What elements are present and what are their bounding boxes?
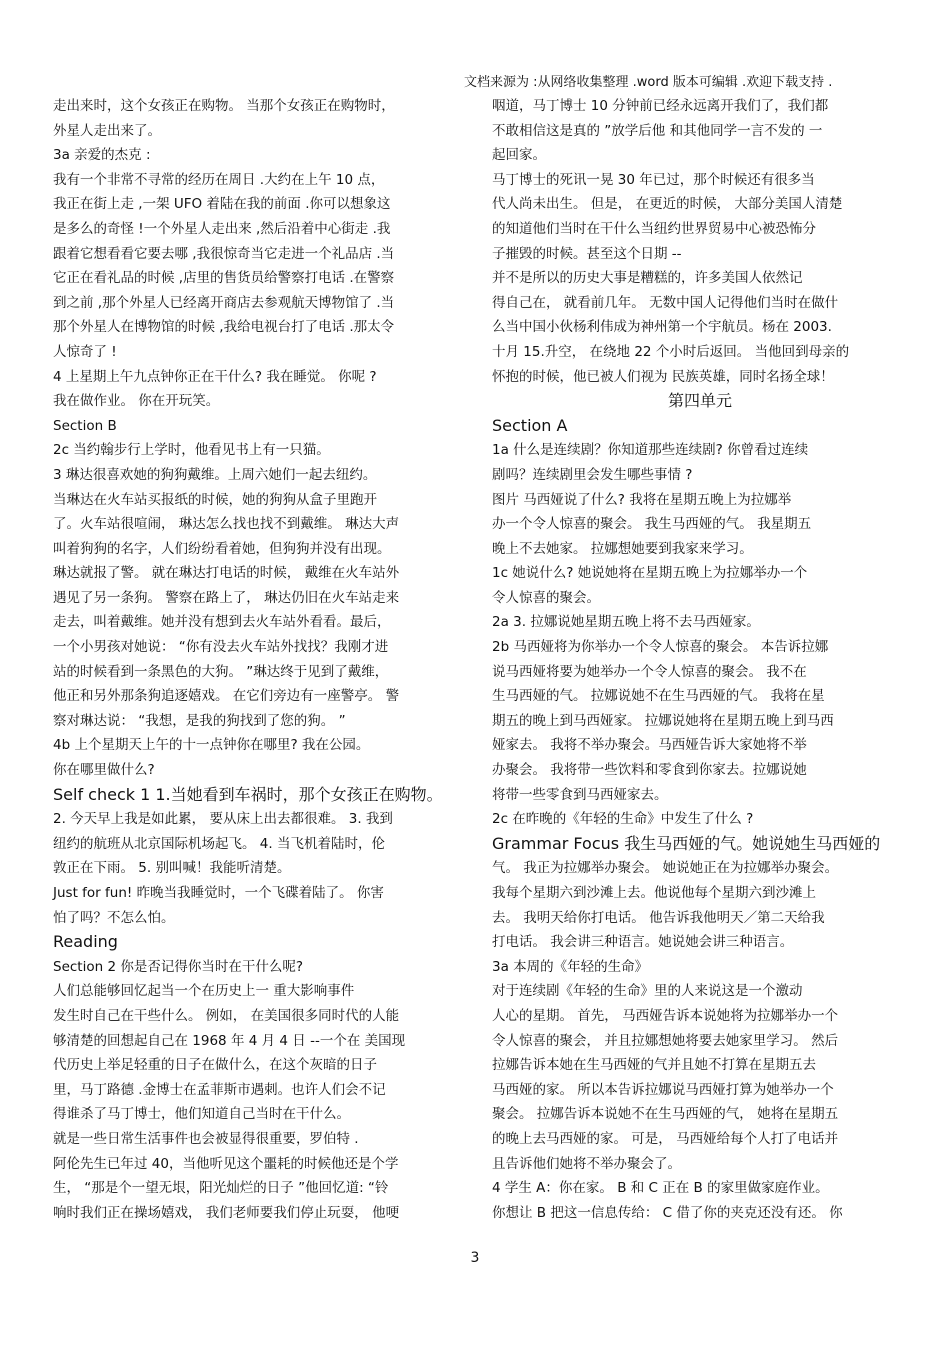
text-line: 那个外星人在博物馆的时候 ,我给电视台打了电话 .那太令 (53, 319, 395, 336)
text-line: 叫着狗狗的名字，人们纷纷看着她，但狗狗并没有出现。 (53, 540, 391, 557)
text-line: 响时我们正在操场嬉戏， 我们老师要我们停止玩耍， 他哽 (53, 1204, 400, 1221)
text-line: 走去，叫着戴维。她并没有想到去火车站外看看。最后， (53, 614, 391, 631)
text-line: 起回家。 (492, 147, 546, 164)
text-line: 期五的晚上到马西娅家。 拉娜说她将在星期五晚上到马西 (492, 712, 834, 729)
text-line: 我在做作业。 你在开玩笑。 (53, 393, 220, 410)
text-line: 十月 15.升空， 在绕地 22 个小时后返回。 当他回到母亲的 (492, 343, 850, 360)
text-line: 图片 马西娅说了什么? 我将在星期五晚上为拉娜举 (492, 491, 792, 508)
text-line: 遇见了另一条狗。 警察在路上了， 琳达仍旧在火车站走来 (53, 589, 400, 606)
text-line: 就是一些日常生活事件也会被显得很重要，罗伯特 . (53, 1130, 359, 1147)
text-line: 你想让 B 把这一信息传给： C 借了你的夹克还没有还。 你 (492, 1204, 843, 1221)
text-line: 2c 在昨晚的《年轻的生命》中发生了什么 ? (492, 811, 754, 828)
text-line: Just for fun! 昨晚当我睡觉时，一个飞碟着陆了。 你害 (53, 885, 384, 901)
text-line: 3a 本周的《年轻的生命》 (492, 958, 649, 975)
page-number: 3 (470, 1250, 480, 1266)
text-line: 气。 我正为拉娜举办聚会。 她说她正在为拉娜举办聚会。 (492, 860, 839, 877)
text-line: 他正和另外那条狗追逐嬉戏。 在它们旁边有一座警亭。 警 (53, 688, 400, 705)
text-line: 我每个星期六到沙滩上去。他说他每个星期六到沙滩上 (492, 885, 816, 901)
text-line: 第四单元 (667, 391, 732, 411)
text-line: 1a 什么是连续剧？你知道那些连续剧? 你曾看过连续 (492, 442, 809, 459)
text-line: 办聚会。 我将带一些饮料和零食到你家去。拉娜说她 (492, 762, 807, 779)
text-line: 得谁杀了马丁博士，他们知道自己当时在干什么。 (53, 1106, 350, 1123)
text-line: 怕了吗？不怎么怕。 (53, 909, 175, 926)
text-line: 打电话。 我会讲三种语言。她说她会讲三种语言。 (492, 934, 794, 951)
text-line: 人心的星期。 首先， 马西娅告诉本说她将为拉娜举办一个 (492, 1007, 839, 1024)
text-line: 它正在看礼品的时候 ,店里的售货员给警察打电话 .在警察 (53, 270, 395, 287)
text-line: 敦正在下雨。 5. 别叫喊！我能听清楚。 (53, 860, 291, 877)
text-line: 将带一些零食到马西娅家去。 (492, 786, 668, 803)
text-line: 3 琳达很喜欢她的狗狗戴维。上周六她们一起去纽约。 (53, 466, 377, 483)
text-line: 办一个令人惊喜的聚会。 我生马西娅的气。 我星期五 (492, 516, 812, 533)
text-line: 2b 马西娅将为你举办一个令人惊喜的聚会。 本告诉拉娜 (492, 639, 829, 656)
text-line: 的晚上去马西娅的家。 可是， 马西娅给每个人打了电话并 (492, 1130, 839, 1147)
text-line: 外星人走出来了。 (53, 122, 161, 139)
text-line: 到之前 ,那个外星人已经离开商店去参观航天博物馆了 .当 (53, 294, 395, 311)
text-line: 2a 3. 拉娜说她星期五晚上将不去马西娅家。 (492, 614, 760, 631)
text-line: 不敢相信这是真的 ”放学后他 和其他同学一言不发的 一 (492, 122, 823, 139)
text-line: 了。火车站很喧闹， 琳达怎么找也找不到戴维。 琳达大声 (53, 516, 400, 533)
text-line: 4 学生 A：你在家。 B 和 C 正在 B 的家里做家庭作业。 (492, 1180, 829, 1197)
text-line: 里，马丁路德 .金博士在孟菲斯市遇刺。也许人们会不记 (53, 1081, 386, 1098)
text-line: 一个小男孩对她说： “你有没去火车站外找找？我刚才进 (53, 639, 389, 656)
text-line: 阿伦先生已年过 40，当他听见这个噩耗的时候他还是个学 (53, 1155, 399, 1172)
text-line: 4 上星期上午九点钟你正在干什么? 我在睡觉。 你呢 ? (53, 368, 377, 385)
text-line: 走出来时，这个女孩正在购物。 当那个女孩正在购物时， (53, 98, 395, 114)
text-line: 生， “那是个一望无垠，阳光灿烂的日子 ”他回忆道: “铃 (53, 1180, 389, 1197)
text-line: 纽约的航班从北京国际机场起飞。 4. 当飞机着陆时，伦 (53, 835, 385, 852)
text-line: 去。 我明天给你打电话。 他告诉我他明天／第二天给我 (492, 909, 825, 926)
text-line: 子摧毁的时候。甚至这个日期 -- (492, 245, 682, 262)
text-line: 是多么的奇怪 !一个外星人走出来 ,然后沿着中心街走 .我 (53, 220, 391, 237)
text-line: 晚上不去她家。 拉娜想她要到我家来学习。 (492, 540, 753, 557)
text-line: 人惊奇了 ! (53, 343, 117, 360)
text-line: 我有一个非常不寻常的经历在周日 .大约在上午 10 点， (53, 171, 385, 188)
header-source-note: 文档来源为 :从网络收集整理 .word 版本可编辑 .欢迎下载支持 . (464, 75, 833, 90)
text-line: 你在哪里做什么? (53, 762, 155, 779)
text-line: Section B (53, 417, 117, 434)
text-line: 代历史上举足轻重的日子在做什么，在这个灰暗的日子 (53, 1057, 377, 1074)
text-line: Grammar Focus 我生马西娅的气。她说她生马西娅的 (492, 833, 881, 853)
text-line: 3a 亲爱的杰克 : (53, 147, 151, 164)
text-line: 且告诉他们她将不举办聚会了。 (492, 1155, 681, 1172)
text-line: Self check 1 1.当她看到车祸时，那个女孩正在购物。 (53, 784, 443, 804)
text-line: 发生时自己在干些什么。 例如， 在美国很多同时代的人能 (53, 1007, 400, 1024)
text-line: 4b 上个星期天上午的十一点钟你在哪里? 我在公园。 (53, 737, 370, 754)
left-column (53, 94, 469, 1225)
text-line: 得自己在， 就看前几年。 无数中国人记得他们当时在做什 (492, 294, 839, 311)
text-line: 对于连续剧《年轻的生命》里的人来说这是一个激动 (492, 983, 803, 1000)
text-line: 马西娅的家。 所以本告诉拉娜说马西娅打算为她举办一个 (492, 1081, 834, 1098)
text-line: 人们总能够回忆起当一个在历史上一 重大影响事件 (53, 983, 355, 1000)
text-line: 察对琳达说： “我想，是我的狗找到了您的狗。 ” (53, 712, 346, 729)
text-line: 令人惊喜的聚会， 并且拉娜想她将要去她家里学习。 然后 (492, 1032, 839, 1049)
text-line: 代人尚未出生。 但是， 在更近的时候， 大部分美国人清楚 (492, 196, 843, 213)
text-line: 说马西娅将要为她举办一个令人惊喜的聚会。 我不在 (492, 663, 807, 680)
text-line: 聚会。 拉娜告诉本说她不在生马西娅的气， 她将在星期五 (492, 1106, 839, 1123)
text-line: Section A (492, 415, 568, 435)
text-line: Reading (53, 932, 118, 952)
text-line: 琳达就报了警。 就在琳达打电话的时候， 戴维在火车站外 (53, 565, 400, 582)
text-line: 2c 当约翰步行上学时，他看见书上有一只猫。 (53, 442, 330, 459)
right-column (492, 94, 908, 1225)
text-line: 1c 她说什么? 她说她将在星期五晚上为拉娜举办一个 (492, 565, 808, 582)
text-line: 剧吗？连续剧里会发生哪些事情 ? (492, 466, 693, 483)
text-line: 我正在街上走 ,一架 UFO 着陆在我的前面 .你可以想象这 (53, 196, 391, 213)
text-line: 并不是所以的历史大事是糟糕的，许多美国人依然记 (492, 270, 803, 287)
text-line: 的知道他们当时在干什么当纽约世界贸易中心被恐怖分 (492, 220, 816, 237)
text-line: Section 2 你是否记得你当时在干什么呢? (53, 958, 303, 975)
text-line: 当琳达在火车站买报纸的时候，她的狗狗从盒子里跑开 (53, 491, 377, 508)
text-line: 生马西娅的气。 拉娜说她不在生马西娅的气。 我将在星 (492, 688, 825, 705)
text-line: 2. 今天早上我是如此累， 要从床上出去都很难。 3. 我到 (53, 811, 393, 828)
text-line: 跟着它想看看它要去哪 ,我很惊奇当它走进一个礼品店 .当 (53, 245, 395, 262)
text-line: 站的时候看到一条黑色的大狗。 ”琳达终于见到了戴维， (53, 663, 389, 680)
text-line: 娅家去。 我将不举办聚会。马西娅告诉大家她将不举 (492, 737, 807, 754)
text-line: 咽道，马丁博士 10 分钟前已经永远离开我们了，我们都 (492, 98, 829, 114)
text-line: 令人惊喜的聚会。 (492, 589, 600, 606)
text-line: 够清楚的回想起自己在 1968 年 4 月 4 日 --一个在 美国现 (53, 1032, 406, 1049)
text-line: 拉娜告诉本她在生马西娅的气并且她不打算在星期五去 (492, 1057, 816, 1074)
text-line: 么当中国小伙杨利伟成为神州第一个宇航员。杨在 2003. (492, 319, 832, 336)
text-line: 马丁博士的死讯一晃 30 年已过，那个时候还有很多当 (492, 171, 815, 188)
text-line: 怀抱的时候，他已被人们视为 民族英雄，同时名扬全球！ (492, 368, 834, 385)
